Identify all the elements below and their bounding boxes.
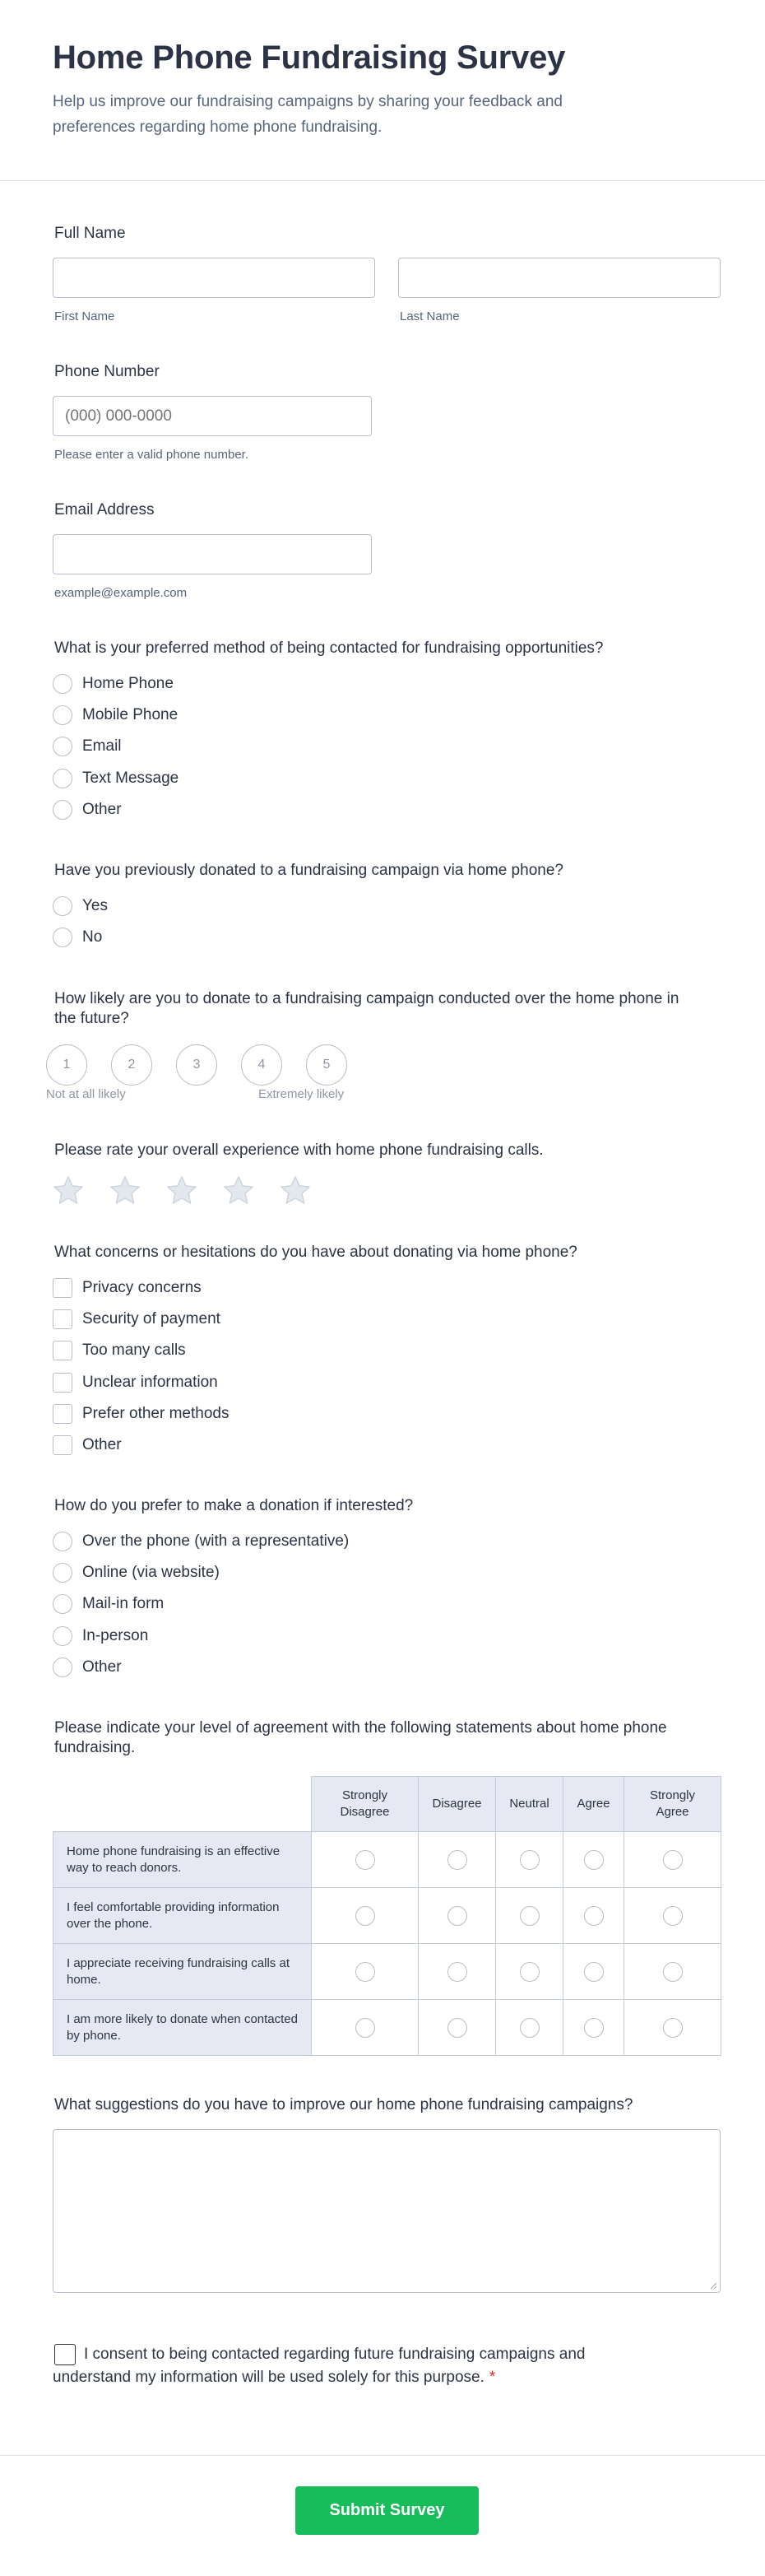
- matrix-row-label: Home phone fundraising is an effective way to reach donors.: [53, 1832, 312, 1888]
- form-title: Home Phone Fundraising Survey: [53, 40, 566, 76]
- radio-button[interactable]: [447, 1962, 467, 1982]
- radio-button[interactable]: [520, 1850, 540, 1870]
- option-label: Mobile Phone: [82, 706, 178, 723]
- donated-option-yes[interactable]: [53, 895, 108, 918]
- phone-label: Phone Number: [54, 363, 160, 380]
- option-label: No: [82, 928, 103, 946]
- contact-option-email[interactable]: [53, 735, 122, 758]
- radio-button[interactable]: [584, 1962, 604, 1982]
- radio-button[interactable]: [53, 1532, 72, 1551]
- option-label: Home Phone: [82, 675, 174, 692]
- donation-option-phone[interactable]: [53, 1530, 349, 1553]
- scale-option-3[interactable]: 3: [176, 1044, 217, 1086]
- matrix-column-header: Agree: [563, 1777, 624, 1832]
- email-input[interactable]: [53, 534, 372, 574]
- radio-button[interactable]: [53, 800, 72, 820]
- matrix-cell[interactable]: [419, 1944, 496, 2000]
- concern-option-unclear[interactable]: [53, 1371, 218, 1394]
- option-label: Online (via website): [82, 1564, 220, 1581]
- matrix-cell[interactable]: [419, 1888, 496, 1944]
- radio-button[interactable]: [53, 1658, 72, 1677]
- contact-method-label: What is your preferred method of being contacted for fundraising opportunities?: [54, 639, 604, 657]
- checkbox[interactable]: [53, 1373, 72, 1393]
- radio-button[interactable]: [584, 1850, 604, 1870]
- donation-method-label: How do you prefer to make a donation if interested?: [54, 1497, 414, 1514]
- option-label: Email: [82, 737, 122, 755]
- radio-button[interactable]: [520, 1962, 540, 1982]
- form-subtitle: Help us improve our fundraising campaigns by sharing your feedback and preferences regarding home phone fundraising.: [53, 93, 563, 136]
- consent-checkbox[interactable]: [54, 2344, 76, 2365]
- matrix-cell[interactable]: [419, 1832, 496, 1888]
- radio-button[interactable]: [663, 1850, 683, 1870]
- radio-button[interactable]: [53, 769, 72, 788]
- matrix-row: [53, 1944, 721, 2000]
- matrix-cell[interactable]: [624, 1944, 721, 2000]
- phone-hint: Please enter a valid phone number.: [54, 448, 248, 462]
- option-label: Yes: [82, 897, 108, 914]
- star-icon[interactable]: [107, 1174, 143, 1208]
- option-label: Other: [82, 1658, 122, 1676]
- matrix-cell[interactable]: [496, 1888, 563, 1944]
- option-label: In-person: [82, 1627, 149, 1644]
- radio-button[interactable]: [355, 1850, 375, 1870]
- last-name-sublabel: Last Name: [400, 309, 460, 323]
- concern-option-prefer-other[interactable]: [53, 1402, 229, 1425]
- radio-button[interactable]: [584, 2018, 604, 2038]
- option-label: Privacy concerns: [82, 1279, 202, 1296]
- star-icon[interactable]: [164, 1174, 200, 1208]
- agreement-matrix: [53, 1776, 721, 2056]
- matrix-cell[interactable]: [312, 1832, 419, 1888]
- scale-high-label: Extremely likely: [258, 1087, 345, 1101]
- donation-option-online[interactable]: [53, 1561, 220, 1584]
- radio-button[interactable]: [447, 1906, 467, 1926]
- matrix-cell[interactable]: [624, 1888, 721, 1944]
- option-label: Text Message: [82, 770, 179, 787]
- first-name-input[interactable]: [53, 258, 375, 298]
- concern-option-security[interactable]: [53, 1308, 220, 1331]
- matrix-cell[interactable]: [563, 2000, 624, 2056]
- checkbox[interactable]: [53, 1435, 72, 1455]
- submit-button[interactable]: Submit Survey: [295, 2486, 479, 2535]
- matrix-row: [53, 1832, 721, 1888]
- previous-donation-label: Have you previously donated to a fundraising campaign via home phone?: [54, 862, 563, 879]
- checkbox[interactable]: [53, 1278, 72, 1298]
- matrix-cell[interactable]: [419, 2000, 496, 2056]
- matrix-column-header: Disagree: [419, 1777, 496, 1832]
- required-mark: *: [489, 2369, 496, 2386]
- star-icon[interactable]: [277, 1174, 313, 1208]
- resize-handle-icon[interactable]: [709, 2281, 717, 2290]
- matrix-row-label: I am more likely to donate when contacted by phone.: [53, 2000, 312, 2056]
- radio-button[interactable]: [53, 674, 72, 694]
- radio-button[interactable]: [663, 1906, 683, 1926]
- donation-option-mail[interactable]: [53, 1593, 164, 1616]
- contact-option-text-message[interactable]: [53, 767, 178, 790]
- matrix-cell[interactable]: [312, 1888, 419, 1944]
- matrix-cell[interactable]: [563, 1832, 624, 1888]
- radio-button[interactable]: [447, 1850, 467, 1870]
- matrix-cell[interactable]: [312, 1944, 419, 2000]
- scale-option-1[interactable]: 1: [46, 1044, 87, 1086]
- full-name-label: Full Name: [54, 225, 126, 242]
- concern-option-too-many-calls[interactable]: [53, 1339, 186, 1362]
- suggestions-label: What suggestions do you have to improve our home phone fundraising campaigns?: [54, 2096, 633, 2113]
- checkbox[interactable]: [53, 1404, 72, 1424]
- matrix-cell[interactable]: [563, 1888, 624, 1944]
- option-label: Mail-in form: [82, 1595, 165, 1612]
- scale-option-4[interactable]: 4: [241, 1044, 282, 1086]
- scale-option-5[interactable]: 5: [306, 1044, 347, 1086]
- email-hint: example@example.com: [54, 586, 188, 600]
- scale-low-label: Not at all likely: [46, 1087, 126, 1101]
- consent-text-block: [53, 2343, 645, 2389]
- matrix-row: [53, 1888, 721, 1944]
- contact-option-home-phone[interactable]: [53, 672, 174, 695]
- star-icon[interactable]: [220, 1174, 257, 1208]
- radio-button[interactable]: [663, 2018, 683, 2038]
- form-header: [0, 0, 765, 181]
- matrix-row: [53, 2000, 721, 2056]
- email-label: Email Address: [54, 501, 155, 518]
- matrix-column-header: Strongly Agree: [624, 1777, 721, 1832]
- contact-option-mobile-phone[interactable]: [53, 704, 178, 727]
- suggestions-textarea[interactable]: [53, 2129, 721, 2293]
- option-label: Over the phone (with a representative): [82, 1532, 350, 1550]
- matrix-row-label: I feel comfortable providing information over the phone.: [53, 1888, 312, 1944]
- donation-option-other[interactable]: [53, 1656, 122, 1679]
- matrix-corner: [53, 1777, 312, 1832]
- option-label: Other: [82, 1436, 122, 1453]
- radio-button[interactable]: [53, 928, 72, 947]
- matrix-row-label: I appreciate receiving fundraising calls at home.: [53, 1944, 312, 2000]
- last-name-input[interactable]: [398, 258, 721, 298]
- matrix-cell[interactable]: [496, 1944, 563, 2000]
- rating-label: Please rate your overall experience with home phone fundraising calls.: [54, 1142, 544, 1159]
- donated-option-no[interactable]: [53, 926, 102, 949]
- footer-divider: [0, 2455, 765, 2456]
- consent-text: I consent to being contacted regarding future fundraising campaigns and understand my information will be used solely for this purpose.: [53, 2346, 586, 2386]
- radio-button[interactable]: [53, 1563, 72, 1583]
- concerns-label: What concerns or hesitations do you have about donating via home phone?: [54, 1244, 577, 1261]
- option-label: Unclear information: [82, 1374, 218, 1391]
- radio-button[interactable]: [53, 1594, 72, 1614]
- radio-button[interactable]: [53, 737, 72, 756]
- phone-input[interactable]: [53, 396, 372, 436]
- matrix-cell[interactable]: [496, 2000, 563, 2056]
- matrix-cell[interactable]: [563, 1944, 624, 2000]
- radio-button[interactable]: [520, 1906, 540, 1926]
- radio-button[interactable]: [53, 896, 72, 916]
- first-name-sublabel: First Name: [54, 309, 115, 323]
- contact-option-other[interactable]: [53, 798, 122, 821]
- radio-button[interactable]: [53, 1626, 72, 1646]
- radio-button[interactable]: [447, 2018, 467, 2038]
- radio-button[interactable]: [355, 1962, 375, 1982]
- scale-option-2[interactable]: 2: [111, 1044, 152, 1086]
- matrix-column-header: Strongly Disagree: [312, 1777, 419, 1832]
- concern-option-other[interactable]: [53, 1434, 122, 1457]
- matrix-cell[interactable]: [624, 1832, 721, 1888]
- agreement-label: Please indicate your level of agreement with the following statements about home phone fundraising.: [54, 1719, 667, 1756]
- donation-option-in-person[interactable]: [53, 1625, 148, 1648]
- concern-option-privacy[interactable]: [53, 1276, 202, 1300]
- matrix-cell[interactable]: [496, 1832, 563, 1888]
- option-label: Prefer other methods: [82, 1405, 230, 1422]
- matrix-cell[interactable]: [624, 2000, 721, 2056]
- radio-button[interactable]: [520, 2018, 540, 2038]
- checkbox[interactable]: [53, 1341, 72, 1360]
- option-label: Too many calls: [82, 1341, 186, 1359]
- radio-button[interactable]: [663, 1962, 683, 1982]
- radio-button[interactable]: [355, 1906, 375, 1926]
- radio-button[interactable]: [53, 705, 72, 725]
- radio-button[interactable]: [355, 2018, 375, 2038]
- matrix-cell[interactable]: [312, 2000, 419, 2056]
- matrix-column-header: Neutral: [496, 1777, 563, 1832]
- star-icon[interactable]: [50, 1174, 86, 1208]
- checkbox[interactable]: [53, 1309, 72, 1329]
- option-label: Security of payment: [82, 1310, 220, 1328]
- radio-button[interactable]: [584, 1906, 604, 1926]
- option-label: Other: [82, 801, 122, 818]
- likelihood-label: How likely are you to donate to a fundraising campaign conducted over the home phone in the future?: [54, 990, 679, 1027]
